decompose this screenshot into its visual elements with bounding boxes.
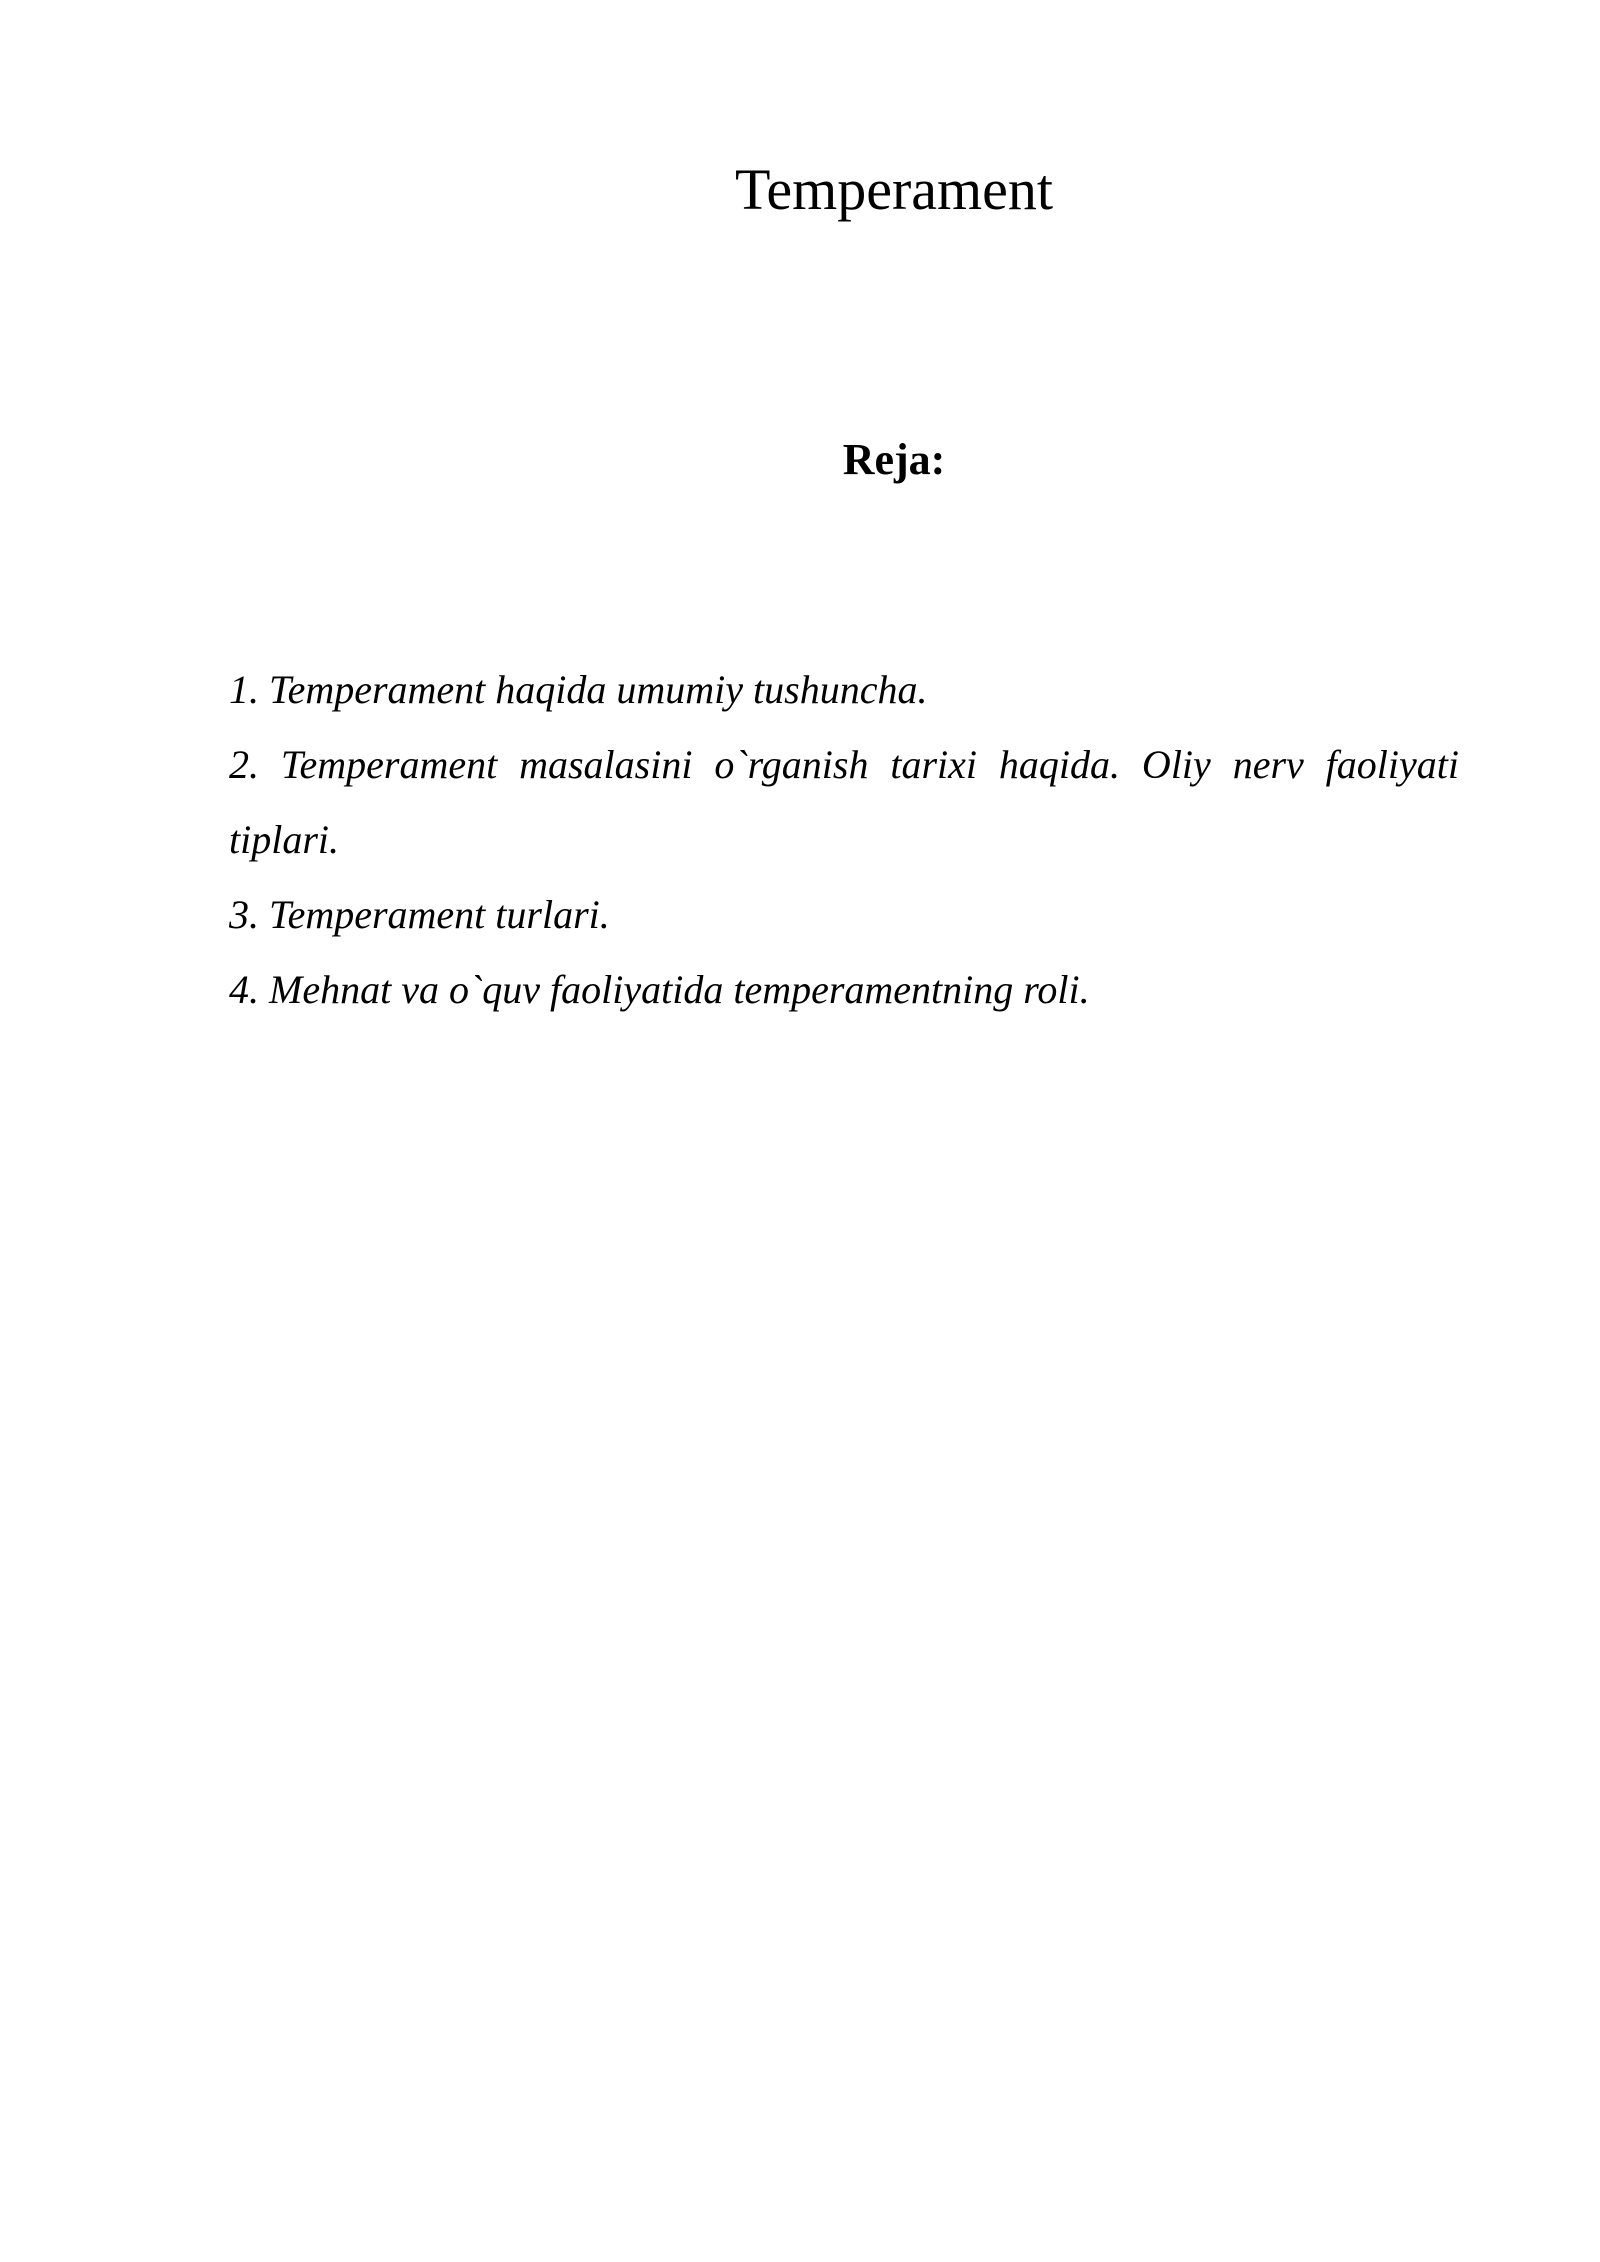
plan-item: 1. Temperament haqida umumiy tushuncha. xyxy=(229,667,928,712)
plan-heading: Reja: xyxy=(842,435,946,484)
plan-list xyxy=(229,652,1459,1027)
document-title: Temperament xyxy=(734,157,1053,222)
plan-item: 4. Mehnat va o`quv faoliyatida temperamentning roli. xyxy=(229,967,1090,1012)
plan-item: 2. Temperament masalasini o`rganish tarixi haqida. Oliy nerv faoliyati tiplari. xyxy=(229,742,1459,862)
plan-item: 3. Temperament turlari. xyxy=(229,892,610,937)
